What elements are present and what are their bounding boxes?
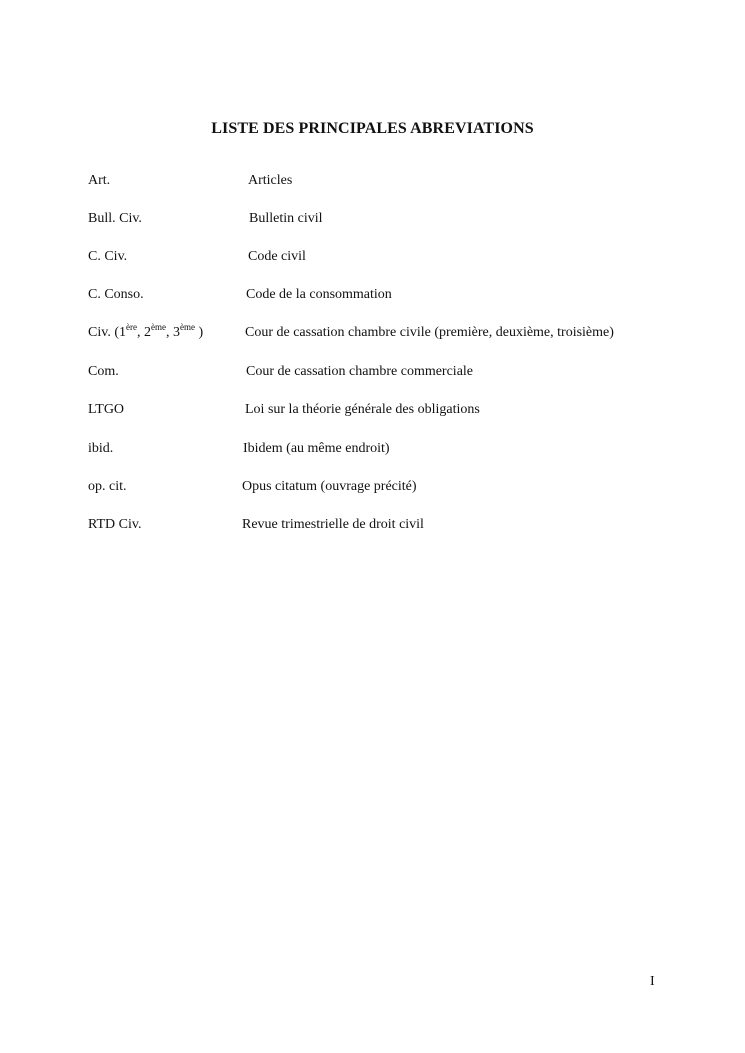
abbreviation-definition: Articles xyxy=(248,173,293,188)
abbreviation-term: op. cit. xyxy=(88,479,127,494)
abbreviation-term: RTD Civ. xyxy=(88,517,142,532)
abbreviation-term: LTGO xyxy=(88,402,125,417)
abbreviation-definition: Code de la consommation xyxy=(246,287,392,302)
abbr-part-suffix: ) xyxy=(194,325,204,340)
abbreviation-row xyxy=(0,362,745,382)
abbreviation-row xyxy=(0,515,745,535)
abbreviation-row xyxy=(0,323,745,343)
abbreviation-term: C. Civ. xyxy=(88,249,128,264)
abbreviation-definition: Ibidem (au même endroit) xyxy=(243,441,390,456)
abbreviation-definition: Opus citatum (ouvrage précité) xyxy=(242,479,417,494)
abbreviation-row xyxy=(0,247,745,267)
abbr-part-mid2: , 3 xyxy=(165,325,180,340)
abbreviation-definition: Cour de cassation chambre commerciale xyxy=(246,364,474,379)
abbreviation-definition: Bulletin civil xyxy=(249,211,323,226)
abbreviation-row xyxy=(0,400,745,420)
abbreviation-term-civ xyxy=(88,323,203,343)
abbreviation-definition: Revue trimestrielle de droit civil xyxy=(242,517,424,532)
abbreviation-term: ibid. xyxy=(88,441,114,456)
abbreviation-definition: Cour de cassation chambre civile (première, deuxième, troisième) xyxy=(245,325,614,340)
abbr-superscript-3: ème xyxy=(179,322,195,332)
abbreviation-definition: Code civil xyxy=(248,249,306,264)
abbr-superscript-2: ème xyxy=(150,322,166,332)
abbreviation-row xyxy=(0,439,745,459)
page-number: I xyxy=(650,974,655,989)
abbr-part-prefix: Civ. (1 xyxy=(88,325,126,340)
abbreviation-row xyxy=(0,285,745,305)
abbr-superscript-1: ère xyxy=(125,322,137,332)
abbreviation-term: Bull. Civ. xyxy=(88,211,142,226)
abbr-part-mid1: , 2 xyxy=(136,325,151,340)
abbreviation-definition: Loi sur la théorie générale des obligations xyxy=(245,402,480,417)
abbreviation-term: Art. xyxy=(88,173,111,188)
abbreviation-row xyxy=(0,209,745,229)
abbreviation-term: C. Conso. xyxy=(88,287,144,302)
abbreviation-row xyxy=(0,171,745,191)
abbreviation-row xyxy=(0,477,745,497)
abbreviation-term: Com. xyxy=(88,364,119,379)
page-title: LISTE DES PRINCIPALES ABREVIATIONS xyxy=(211,120,534,137)
